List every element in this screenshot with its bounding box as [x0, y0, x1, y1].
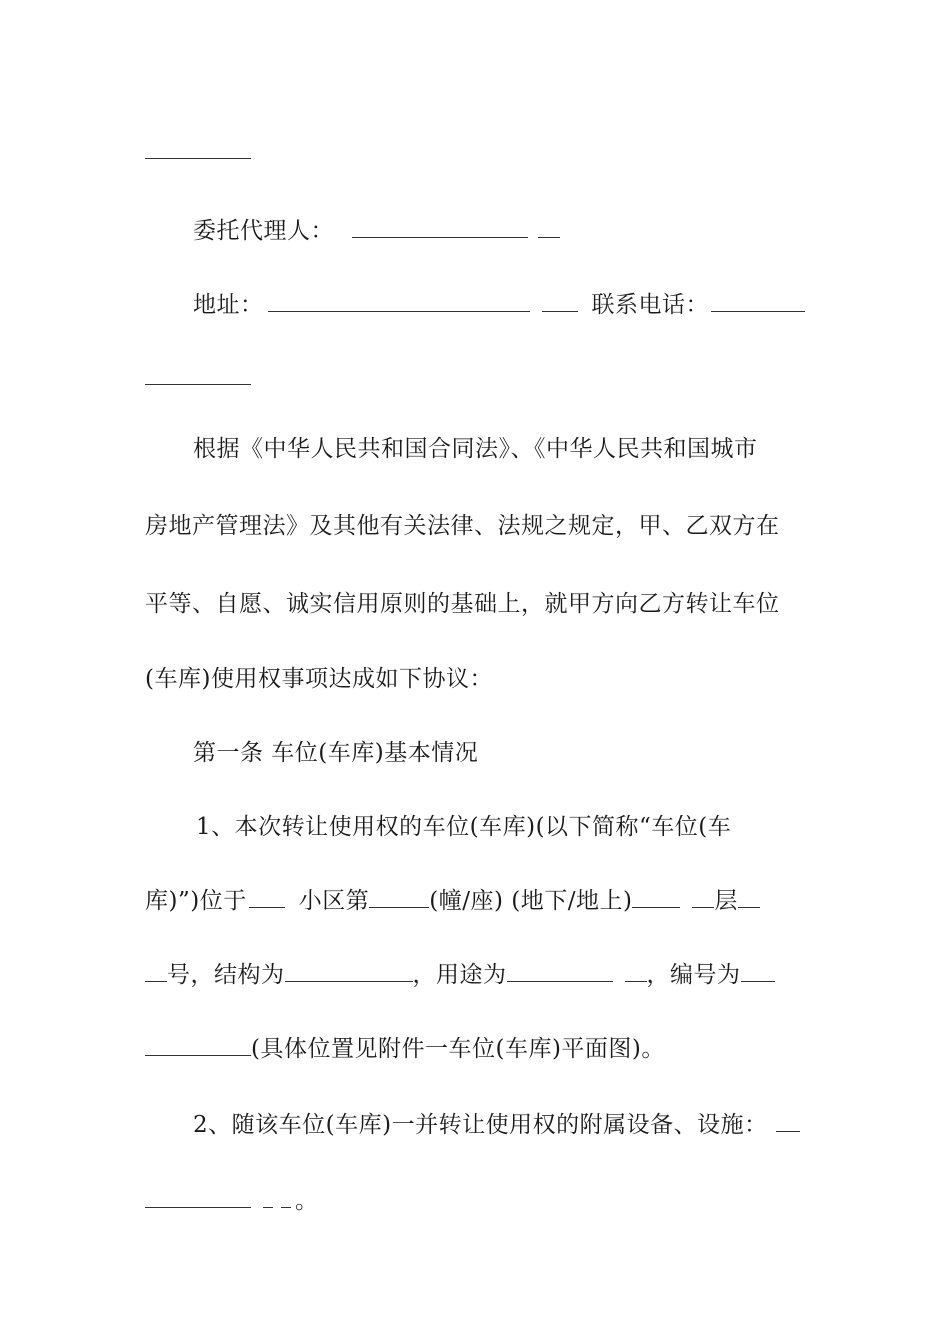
- clause-line: [193, 1110, 800, 1140]
- blank-line: [632, 887, 680, 908]
- blank-line: [145, 1187, 251, 1208]
- blank-line: [145, 1035, 251, 1056]
- clause-line: 1、本次转让使用权的车位(车库)(以下简称“车位(车: [196, 814, 732, 840]
- phone-label: 联系电话：: [591, 292, 709, 318]
- paragraph-line: (车库)使用权事项达成如下协议：: [145, 666, 493, 692]
- blank-line: [145, 961, 167, 982]
- blank-line: [145, 384, 251, 385]
- blank-line: [285, 961, 413, 982]
- paragraph-line: 平等、自愿、诚实信用原则的基础上，就甲方向乙方转让车位: [145, 591, 780, 617]
- blank-line: [625, 961, 647, 982]
- address-line: [193, 290, 805, 320]
- clause-line: [145, 960, 775, 990]
- clause-text: 小区第: [298, 888, 370, 914]
- blank-line: [268, 291, 530, 312]
- blank-line: [776, 1111, 800, 1132]
- article-heading: 第一条 车位(车库)基本情况: [193, 740, 479, 766]
- blank-line: [249, 887, 285, 908]
- address-label: 地址：: [193, 292, 264, 318]
- blank-line: [352, 217, 528, 238]
- clause-line: [145, 1186, 319, 1216]
- clause-text: ，用途为: [412, 962, 507, 988]
- clause-text: (具体位置见附件一车位(车库)平面图)。: [251, 1036, 665, 1062]
- paragraph-line: 根据《中华人民共和国合同法》、《中华人民共和国城市: [193, 436, 758, 462]
- blank-line: [538, 217, 560, 238]
- blank-line: [145, 158, 251, 159]
- blank-line: [711, 291, 805, 312]
- clause-text: ，编号为: [646, 962, 741, 988]
- clause-text: 。: [295, 1188, 319, 1214]
- blank-line: [507, 961, 613, 982]
- clause-text: (幢/座) (地下/地上): [429, 888, 633, 914]
- paragraph-line: 房地产管理法》及其他有关法律、法规之规定，甲、乙双方在: [145, 513, 780, 539]
- blank-line: [741, 961, 775, 982]
- clause-text: 层: [714, 888, 738, 914]
- blank-line: [281, 1187, 291, 1208]
- blank-line: [369, 887, 429, 908]
- clause-text: 2、随该车位(车库)一并转让使用权的附属设备、设施：: [193, 1112, 768, 1138]
- blank-line: [738, 887, 760, 908]
- agent-line: [193, 216, 560, 246]
- agent-label: 委托代理人：: [193, 218, 334, 244]
- blank-line: [542, 291, 578, 312]
- clause-text: 库)”)位于: [145, 888, 247, 914]
- clause-line: [145, 886, 760, 916]
- blank-line: [263, 1187, 273, 1208]
- clause-line: [145, 1034, 665, 1064]
- blank-line: [692, 887, 714, 908]
- clause-text: 号，结构为: [167, 962, 285, 988]
